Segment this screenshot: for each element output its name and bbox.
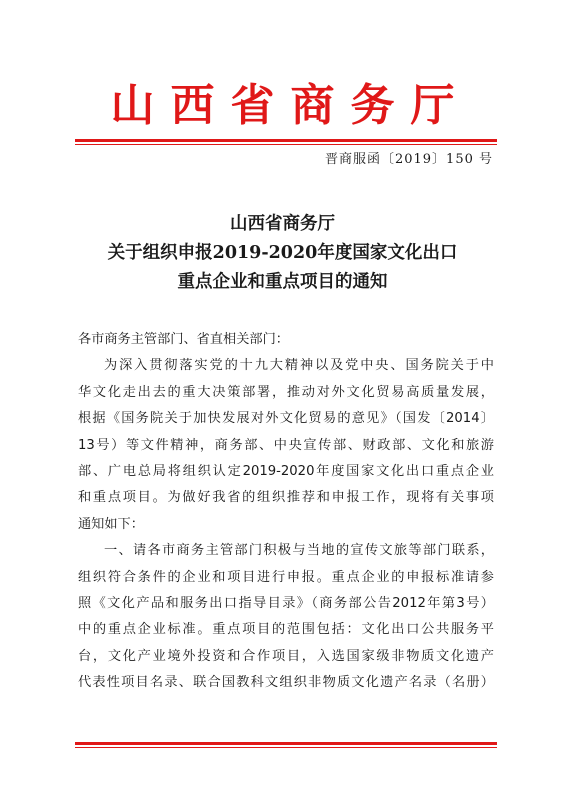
document-body — [78, 327, 494, 696]
header-red-rule-thick — [75, 139, 497, 142]
paragraph-1-line: 部、广电总局将组织认定2019-2020年度国家文化出口重点企业 — [78, 463, 494, 479]
title-line-2: 关于组织申报2019-2020年度国家文化出口 — [107, 243, 458, 263]
title-line-1: 山西省商务厅 — [230, 214, 335, 234]
salutation: 各市商务主管部门、省直相关部门： — [78, 332, 289, 347]
paragraph-2-line: 台，文化产业境外投资和合作项目，入选国家级非物质文化遗产 — [78, 648, 494, 664]
paragraph-1-line: 13号）等文件精神，商务部、中央宣传部、财政部、文化和旅游 — [78, 437, 494, 453]
paragraph-2-line: 中的重点企业标准。重点项目的范围包括：文化出口公共服务平 — [78, 622, 494, 638]
footer-red-rule-thin — [75, 747, 497, 748]
paragraph-1-line: 华文化走出去的重大决策部署，推动对外文化贸易高质量发展， — [78, 384, 494, 400]
paragraph-1-line: 和重点项目。为做好我省的组织推荐和申报工作，现将有关事项 — [78, 490, 494, 506]
footer-red-rule-thick — [75, 742, 497, 745]
document-title — [0, 210, 565, 297]
header-red-rule-thin — [75, 144, 497, 145]
paragraph-1-line: 根据《国务院关于加快发展对外文化贸易的意见》（国发〔2014〕 — [78, 411, 494, 427]
paragraph-2-line: 照《文化产品和服务出口指导目录》（商务部公告2012年第3号） — [78, 595, 494, 611]
paragraph-2-line: 组织符合条件的企业和项目进行申报。重点企业的申报标准请参 — [78, 569, 494, 585]
document-number: 晋商服函〔2019〕150 号 — [324, 152, 493, 167]
paragraph-1-line: 通知如下： — [78, 516, 144, 532]
paragraph-2-line: 代表性项目名录、联合国教科文组织非物质文化遗产名录（名册） — [78, 675, 494, 691]
issuer-masthead: 山西省商务厅 — [110, 80, 471, 131]
title-line-3: 重点企业和重点项目的通知 — [177, 272, 388, 292]
paragraph-1-line: 为深入贯彻落实党的十九大精神以及党中央、国务院关于中 — [104, 358, 494, 374]
paragraph-2-line: 一、请各市商务主管部门积极与当地的宣传文旅等部门联系， — [104, 543, 494, 559]
